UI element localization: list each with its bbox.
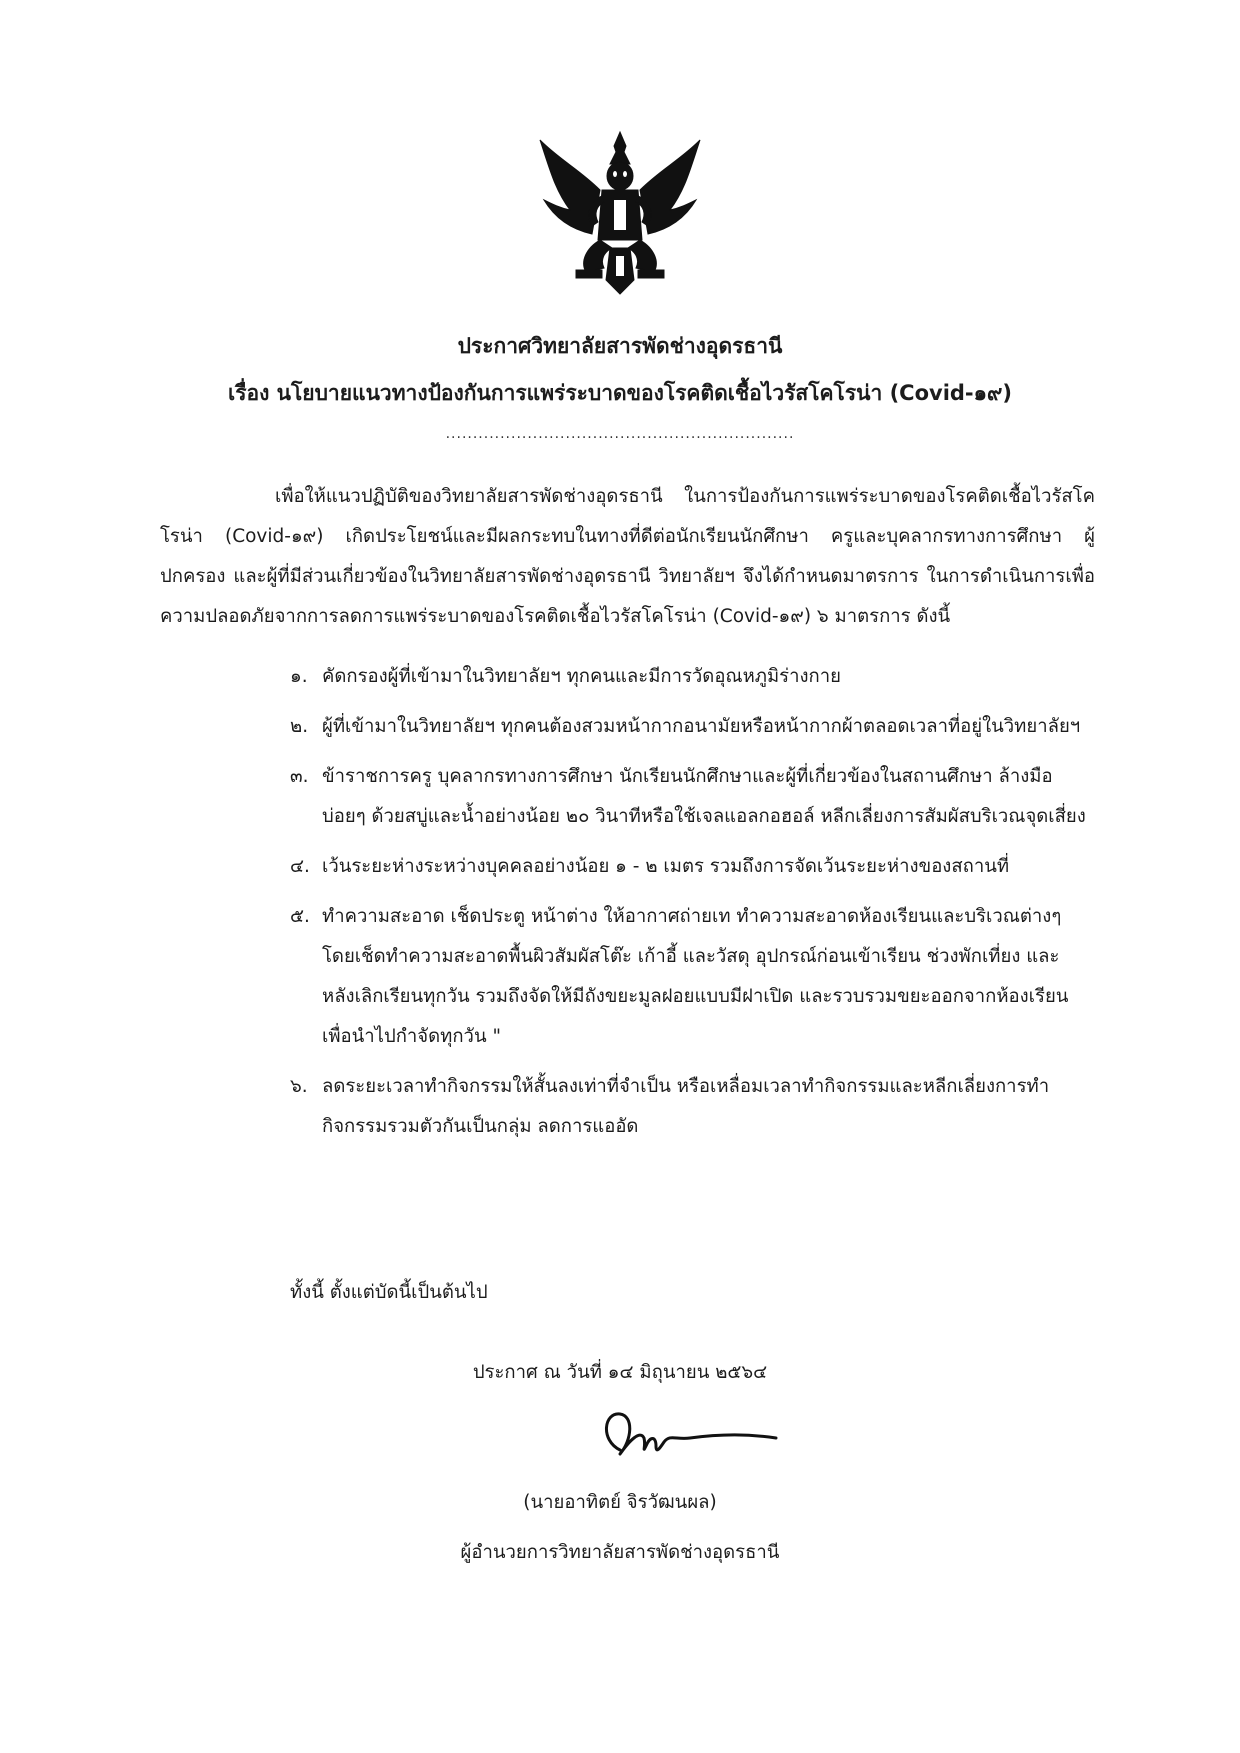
measure-number: ๑. [290, 666, 308, 687]
signature-icon [590, 1400, 780, 1470]
measure-text: ลดระยะเวลาทำกิจกรรมให้สั้นลงเท่าที่จำเป็น หรือเหลื่อมเวลาทำกิจกรรมและหลีกเลี่ยงการทำกิจกรรมรวมตัวกันเป็นกลุ่ม ลดการแออัด [322, 1076, 1050, 1137]
measure-item [290, 707, 1090, 747]
measure-text: ทำความสะอาด เช็ดประตู หน้าต่าง ให้อากาศถ่ายเท ทำความสะอาดห้องเรียนและบริเวณต่างๆ โดยเช็ดทำความสะอาดพื้นผิวสัมผัสโต๊ะ เก้าอี้ และวัสดุ อุปกรณ์ก่อนเข้าเรียน ช่วงพักเที่ยง และหลังเลิกเรียนทุกวัน รวมถึงจัดให้มีถังขยะมูลฝอยแบบมีฝาเปิด และรวบรวมขยะออกจากห้องเรียน เพื่อนำไปกำจัดทุกวัน " [322, 906, 1069, 1047]
measure-text: คัดกรองผู้ที่เข้ามาในวิทยาลัยฯ ทุกคนและมีการวัดอุณหภูมิร่างกาย [322, 666, 841, 687]
measure-item [290, 847, 1090, 887]
signer-title: ผู้อำนวยการวิทยาลัยสารพัดช่างอุดรธานี [460, 1542, 780, 1563]
measure-text: ผู้ที่เข้ามาในวิทยาลัยฯ ทุกคนต้องสวมหน้ากากอนามัยหรือหน้ากากผ้าตลอดเวลาที่อยู่ในวิทยาลัยฯ [322, 716, 1081, 737]
measures-list [290, 657, 1090, 1157]
measure-text: ข้าราชการครู บุคลากรทางการศึกษา นักเรียนนักศึกษาและผู้ที่เกี่ยวข้องในสถานศึกษา ล้างมือบ่อยๆ ด้วยสบู่และน้ำอย่างน้อย ๒๐ วินาทีหรือใช้เจลแอลกอฮอล์ หลีกเลี่ยงการสัมผัสบริเวณจุดเสี่ยง [322, 766, 1086, 827]
announcement-date: ประกาศ ณ วันที่ ๑๔ มิถุนายน ๒๕๖๔ [472, 1362, 768, 1383]
measure-item [290, 897, 1090, 1057]
dotted-separator: ................................................................ [445, 426, 795, 442]
measure-number: ๓. [290, 766, 309, 787]
announcement-title: ประกาศวิทยาลัยสารพัดช่างอุดรธานี [457, 334, 783, 358]
measure-item [290, 657, 1090, 697]
measure-item [290, 1067, 1090, 1147]
measure-text: เว้นระยะห่างระหว่างบุคคลอย่างน้อย ๑ - ๒ เมตร รวมถึงการจัดเว้นระยะห่างของสถานที่ [322, 856, 1010, 877]
signer-name: (นายอาทิตย์ จิรวัฒนผล) [523, 1492, 717, 1513]
announcement-subject: เรื่อง นโยบายแนวทางป้องกันการแพร่ระบาดของโรคติดเชื้อไวรัสโคโรน่า (Covid-๑๙) [228, 381, 1012, 405]
measure-item [290, 757, 1090, 837]
measure-number: ๕. [290, 906, 310, 927]
measure-number: ๖. [290, 1076, 308, 1097]
intro-paragraph: เพื่อให้แนวปฏิบัติของวิทยาลัยสารพัดช่างอุดรธานี ในการป้องกันการแพร่ระบาดของโรคติดเชื้อไวรัสโคโรน่า (Covid-๑๙) เกิดประโยชน์และมีผลกระทบในทางที่ดีต่อนักเรียนนักศึกษา ครูและบุคลากรทางการศึกษา ผู้ปกครอง และผู้ที่มีส่วนเกี่ยวข้องในวิทยาลัยสารพัดช่างอุดรธานี วิทยาลัยฯ จึงได้กำหนดมาตรการ ในการดำเนินการเพื่อความปลอดภัยจากการลดการแพร่ระบาดของโรคติดเชื้อไวรัสโคโรน่า (Covid-๑๙) ๖ มาตรการ ดังนี้ [160, 486, 1095, 627]
closing-statement: ทั้งนี้ ตั้งแต่บัดนี้เป็นต้นไป [290, 1282, 488, 1303]
garuda-emblem-icon [530, 130, 710, 300]
measure-number: ๔. [290, 856, 310, 877]
measure-number: ๒. [290, 716, 309, 737]
